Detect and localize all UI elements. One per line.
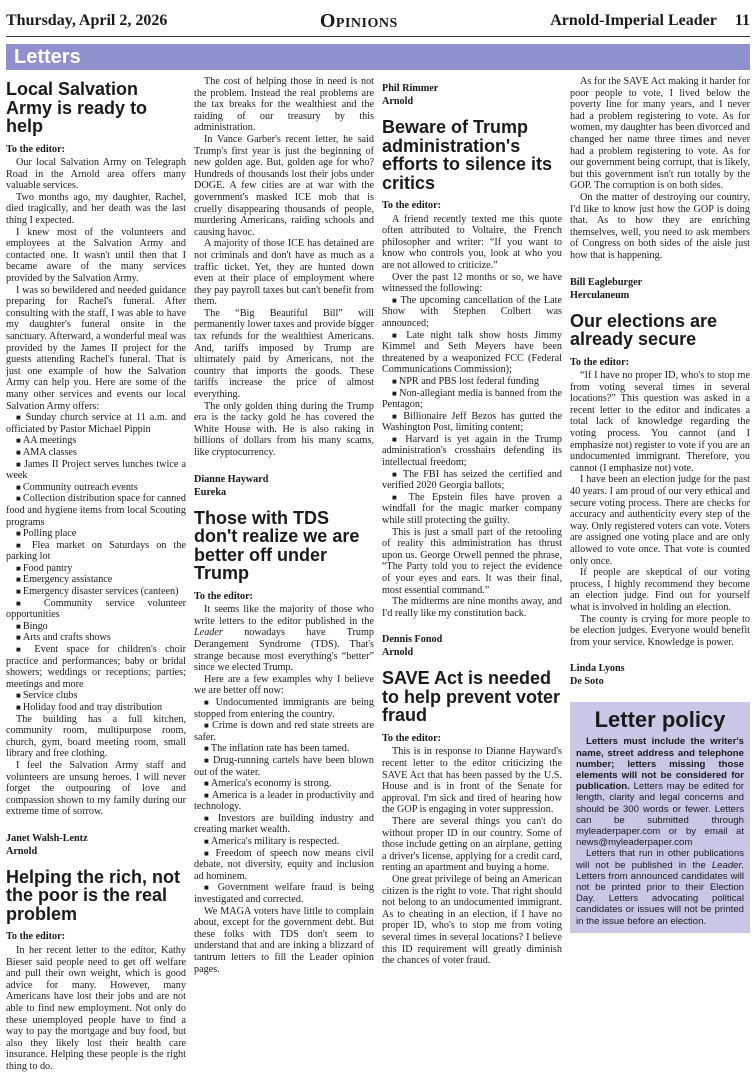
bullet-item: ■ America's economy is strong. [194,778,374,790]
bullet-item: ■ Collection distribution space for canned food and hygiene items from local Scouting programs [6,493,186,528]
paragraph: “If I have no proper ID, who's to stop me from voting several times in several locations?” This question was asked in a recent letter to the editor and indicates a total lack of knowledge regarding the voting process. You cannot (and I emphasize not) register to vote if you are an undocumented immigrant. Therefore, you cannot (I emphasize not) vote. [570,370,750,474]
bullet-item: ■ Crime is down and red state streets are safer. [194,720,374,743]
bullet-item: ■ Flea market on Saturdays on the parking lot [6,540,186,563]
paragraph [194,604,374,674]
paragraph: The “Big Beautiful Bill” will permanently lower taxes and provide bigger tax refunds for the wealthiest Americans. And, tariffs imposed by Trump are ultimately paid by Americans, not the country that imports the goods. These tariffs increase the price of almost everything. [194,307,374,401]
text-run: It seems like the majority of those who write letters to the editor published in the [194,604,374,627]
policy-paragraph [576,736,744,848]
bullet-item: ■ The Epstein files have proven a windfall for the magic marker company while still protecting the guilty. [382,492,562,527]
paragraph: In Vance Garber's recent letter, he said Trump's first year is just the beginning of new golden age. But, golden age for who? Hundreds of thousands lost their jobs under DOGE. A few cities are at war with the government's masked ICE mob that is cruelly disappearing thousands of people, murdering Americans, raiding schools and causing havoc. [194,133,374,238]
salutation: To the editor: [382,732,442,744]
paragraph: Here are a few examples why I believe we are better off now: [194,673,374,697]
paragraph: We MAGA voters have little to complain about, except for the government debt. But these folks with TDS don't seem to understand that and are inking a blizzard of tantrum letters to fill the Leader opinion pages. [194,905,374,975]
paragraph: Our local Salvation Army on Telegraph Road in the Arnold area offers many valuable services. [6,157,186,192]
bullet-item: ■ AMA classes [6,447,186,459]
paragraph: There are several things you can't do without proper ID in our country. Some of those include getting on an airplane, getting a driver's license, applying for a credit card, renting an apartment and buying a home. [382,816,562,874]
author-city: Arnold [382,96,414,107]
bullet-item: ■ The inflation rate has been tamed. [194,743,374,755]
bullet-item: ■ Event space for children's choir practice and performances; baby or bridal showers; weddings or receptions; parties; meetings and more [6,644,186,690]
issue-date: Thursday, April 2, 2026 [6,12,168,29]
bullet-item: ■ The FBI has seized the certified and verified 2020 Georgia ballots; [382,469,562,492]
bullet-item: ■ Government welfare fraud is being investigated and corrected. [194,882,374,905]
paragraph: I have been an election judge for the past 40 years. I am proud of our very ethical and secure voting process. There are checks for accuracy and authenticity every step of the way. Only registered voters can vote. Voters are assigned one voting place and are only allowed to vote once. That vote is counted only once. [570,474,750,567]
paragraph: The cost of helping those in need is not the problem. Instead the real problems are the tax breaks for the wealthiest and the raiding of our treasury by this administration. [194,76,374,134]
letters-columns [6,76,750,1072]
author-name: Phil Rimmer [382,83,439,94]
salutation: To the editor: [6,931,66,943]
paragraph: A majority of those ICE has detained are not criminals and don't have as much as a traffic ticket. Yet, they are hunted down even at their place of employment where they pay payroll taxes but can't benefit from them. [194,238,374,308]
bullet-item: ■ Arts and crafts shows [6,632,186,644]
author-city: Arnold [6,845,38,857]
bullet-item: ■ Polling place [6,528,186,540]
bullet-item: ■ Emergency assistance [6,574,186,586]
letter-policy-box [570,702,750,932]
bullet-item: ■ NPR and PBS lost federal funding [382,376,562,388]
author-city: Herculaneum [570,289,630,301]
paragraph: The building has a full kitchen, community room, multipurpose room, church, gym, board meeting room, small library and free clothing. [6,713,186,760]
letter-signature [570,276,750,302]
bullet-item: ■ Non-allegiant media is banned from the Pentagon; [382,388,562,411]
paper-name: Arnold-Imperial Leader [550,12,717,29]
letter-signature [194,473,374,499]
bullet-item: ■ Sunday church service at 11 a.m. and officiated by Pastor Michael Pippin [6,412,186,435]
letter-headline: Helping the rich, not the poor is the real problem [6,866,180,924]
text-run: Letters that run in other publications will not be published in the [576,848,744,871]
letter-headline: Those with TDS don't realize we are better off under Trump [194,507,360,584]
bullet-item: ■ Emergency disaster services (canteen) [6,586,186,598]
bullet-item: ■ Late night talk show hosts Jimmy Kimmel and Seth Meyers have been threatened by a weaponized FCC (Federal Communications Commission); [382,330,562,376]
paragraph: This is just a small part of the retooling of reality this administration has thrust upon us. George Orwell penned the phrase, “The Party told you to reject the evidence of your eyes and ears. It was their final, most essential command.” [382,526,562,596]
publication-name: Leader [194,627,223,639]
salutation: To the editor: [570,356,630,368]
letter-headline: SAVE Act is needed to help prevent voter fraud [382,668,561,726]
bullet-item: ■ Community outreach events [6,482,186,494]
paragraph: I knew most of the volunteers and employees at the Salvation Army and contacted one. It wasn't until then that I became aware of the many services provided by the Salvation Army. [6,226,186,285]
letter-headline: Beware of Trump administration's efforts to silence its critics [382,117,553,193]
letter-signature [382,633,562,659]
letter-signature [6,832,186,858]
column-1 [6,76,186,1072]
author-name: Linda Lyons [570,663,625,675]
bullet-item: ■ Service clubs [6,690,186,702]
page-number: 11 [734,12,750,29]
author-city: De Soto [570,676,604,688]
letter-headline: Our elections are already secure [570,310,718,349]
policy-paragraph [576,848,744,926]
bullet-item: ■ Undocumented immigrants are being stopped from entering the country. [194,697,374,720]
column-4 [570,76,750,976]
salutation: To the editor: [194,590,254,602]
policy-requirement: Letters must include the writer's name, street address and telephone number; letters missing those elements will not be considered for publication. [576,736,744,793]
text-run: Letters from announced candidates will not be printed prior to their Election Day. Letters advocating political candidates or issues will not be printed in the issue before an election. [576,870,744,927]
bullet-item: ■ Bingo [6,621,186,633]
masthead-right [550,12,750,30]
text-run: nowadays have Trump Derangement Syndrome (TDS). That's strange because most everything's “better” since we elected Trump. [194,627,374,674]
paragraph: As for the SAVE Act making it harder for poor people to vote, I lived below the poverty line for many years, and I never had a problem registering to vote. As for women, my daughter has been divorced and changed her name three times and never had a problem registering to vote. As for our government being corrupt, that is likely, but this government isn't run totally by the GOP. The corruption is on both sides. [570,76,750,192]
bullet-item: ■ Community service volunteer opportunities [6,598,186,621]
author-city: Eureka [194,486,227,498]
paragraph: I feel the Salvation Army staff and volunteers are unsung heroes. I will never forget the outpouring of love and compassion shown to my family during our extreme time of sorrow. [6,759,186,818]
paragraph: Over the past 12 months or so, we have witnessed the following: [382,271,562,295]
policy-title: Letter policy [594,707,726,733]
masthead [6,6,750,37]
letter-headline: Local Salvation Army is ready to help [6,79,148,136]
text-run: Letters may be edited for length, clarity and legal concerns and should be 300 words or fewer. Letters can be submitted through myleaderpaper.com or by email at news@myleaderpaper.com [576,781,744,849]
paragraph: On the matter of destroying our country, I'd like to know just how the GOP is doing that. As to how they are enriching themselves, well, you need to ask members of Congress on both sides of the aisle just how that is happening. [570,191,750,261]
author-name: Bill Eagleburger [570,276,643,288]
bullet-item: ■ America's military is respected. [194,836,374,848]
paragraph: Two months ago, my daughter, Rachel, died tragically, and her death was the last thing I expected. [6,191,186,227]
bullet-item: ■ James II Project serves lunches twice a week [6,459,186,482]
letters-banner: Letters [6,44,750,70]
author-city: Arnold [382,647,414,659]
salutation: To the editor: [382,200,442,211]
bullet-item: ■ Investors are building industry and creating market wealth. [194,813,374,836]
bullet-item: ■ Drug-running cartels have been blown out of the water. [194,755,374,778]
section-title: Opinions [319,9,398,32]
letter-signature [382,82,562,108]
bullet-item: ■ Holiday food and tray distribution [6,702,186,714]
author-name: Janet Walsh-Lentz [6,832,88,844]
bullet-item: ■ Billionaire Jeff Bezos has gutted the Washington Post, limiting content; [382,411,562,434]
bullet-item: ■ The upcoming cancellation of the Late Show with Stephen Colbert was announced; [382,295,562,330]
salutation: To the editor: [6,143,66,155]
author-name: Dianne Hayward [194,473,269,485]
paragraph: The only golden thing during the Trump era is the tacky gold he has covered the White House with. He is also raking in billions of dollars from his many scams, like cryptocurrency. [194,400,374,458]
bullet-item: ■ America is a leader in productivity and technology. [194,790,374,813]
paragraph: In her recent letter to the editor, Kathy Bieser said people need to get off welfare and pull their own weight, which is good advice for many. However, many Americans have lost their jobs and are not able to find new employment. Not only do these unemployed people have to find a way to pay the mortgage and buy food, but also they likely lost their health care insurance. Helping these people is the right thing to do. [6,945,186,1072]
column-2 [194,76,374,976]
paragraph: One great privilege of being an American citizen is the right to vote. That right should not belong to an undocumented immigrant. As to cheating in an election, if I have no proper ID, who's to stop me from voting several times in several locations? I believe this ID requirement will greatly diminish the chances of voter fraud. [382,874,562,967]
bullet-item: ■ Food pantry [6,563,186,575]
letter-signature [570,662,750,688]
paragraph: If people are skeptical of our voting process, I highly recommend they become an election judge. Find out for yourself what is involved in holding an election. [570,567,750,613]
column-3 [382,76,562,976]
author-name: Dennis Fonod [382,634,443,646]
publication-name: Leader. [711,859,744,871]
bullet-item: ■ Harvard is yet again in the Trump administration's crosshairs defending its intellectual freedom; [382,434,562,469]
paragraph: The midterms are nine months away, and I'd really like my constitution back. [382,596,562,619]
paragraph: A friend recently texted me this quote often attributed to Voltaire, the French philosopher and writer: “If you want to know who controls you, look at who you are not allowed to criticize.” [382,213,562,271]
paragraph: I was so bewildered and needed guidance preparing for Rachel's funeral. After consulting with the staff, I was able to have my daughter's funeral onsite in the sanctuary. Afterward, a wonderful meal was provided by the James II project for the guests attending Rachel's funeral. That is just one example of how the Salvation Army can help you. Here are some of the many other services and events our local Salvation Army offers: [6,284,186,412]
bullet-item: ■ Freedom of speech now means civil debate, not diversity, equity and inclusion ad hominem. [194,848,374,883]
bullet-item: ■ AA meetings [6,435,186,447]
paragraph: The county is crying for more people to be election judges. Everyone would benefit from your service. Knowledge is power. [570,613,750,648]
paragraph: This is in response to Dianne Hayward's recent letter to the editor criticizing the SAVE Act that has been passed by the U.S. House and is in front of the Senate for approval. I'm sick and tired of hearing how the GOP is engaging in voter suppression. [382,746,562,816]
